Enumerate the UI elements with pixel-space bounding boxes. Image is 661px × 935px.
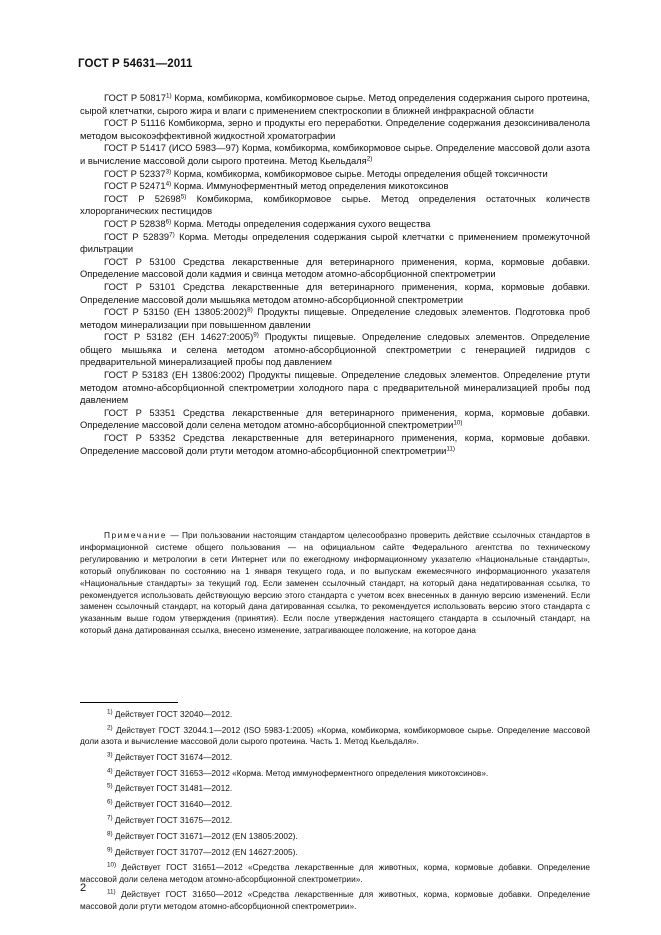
footnote: $^{7)}$ Действует ГОСТ 31675—2012.: [107, 814, 233, 825]
footnote: $^{6)}$ Действует ГОСТ 31640—2012.: [107, 798, 233, 810]
footnote: $^{2)}$ Действует ГОСТ 32044.1—2012 (ISO 5983-1:2005) «Корма, комбикорма, комбикормовое сырье. Определение массовой доли азота и вычисление массовой доли сырого протеина. Часть 1. Метод Кьельдаля».: [80, 724, 590, 746]
reference-item: ГОСТ Р 53351 Средства лекарственные для ветеринарного применения, корма, кормовые добавки. Определение массовой доли селена методом атомно-абсорбционной спектрометрии$^{10)}$: [80, 406, 590, 431]
footnote-ref: 5): [180, 193, 187, 201]
footnote-ref: 9): [253, 331, 259, 339]
reference-item: ГОСТ Р 53352 Средства лекарственные для ветеринарного применения, корма, кормовые добавки. Определение массовой доли ртути методом атомно-абсорбционной спектрометрии$^{11)}$: [80, 432, 590, 456]
footnote-ref: 7): [169, 230, 175, 238]
note-text: — При пользовании настоящим стандартом целесообразно проверить действие ссылочных стандартов в информационной системе общего пользования — на официальном сайте Федерального агентства по техническому регулированию и метрологии в сети Интернет или по ежегодному информационному указателю «Национальные стандарты», который опубликован по состоянию на 1 января текущего года, и по выпускам ежемесячного информационного указателя «Национальные стандарты» за текущий год. Если заменен ссылочный стандарт, на который дана недатированная ссылка, то рекомендуется использовать действующую версию этого стандарта с учетом всех внесенных в данную версию изменений. Если заменен ссылочный стандарт, на который дана датированная ссылка, то рекомендуется использовать версию этого стандарта с указанным выше годом утверждения (принятия). Если после утверждения настоящего стандарта в ссылочный стандарт, на который дана датированная ссылка, внесено изменение, затрагивающее положение, на которое дана: [80, 530, 590, 636]
reference-item: ГОСТ Р 52698$^{5)}$ Комбикорма, комбикормовое сырье. Метод определения остаточных количеств хлорорганических пестицидов: [80, 192, 590, 217]
footnote-ref: 8): [247, 306, 253, 314]
footnote-separator: [80, 702, 178, 703]
reference-item: ГОСТ Р 53100 Средства лекарственные для ветеринарного применения, корма, кормовые добавки. Определение массовой доли кадмия и свинца методом атомно-абсорбционной спектрометрии: [80, 255, 590, 280]
footnote: $^{5)}$ Действует ГОСТ 31481—2012.: [107, 782, 233, 794]
reference-item: ГОСТ Р 53101 Средства лекарственные для ветеринарного применения, корма, кормовые добавки. Определение массовой доли мышьяка методом атомно-абсорбционной спектрометрии: [80, 280, 590, 305]
footnote: $^{10)}$ Действует ГОСТ 31651—2012 «Средства лекарственные для животных, корма, кормовые добавки. Определение массовой доли селена методом атомно-абсорбционной спектрометрии».: [80, 861, 590, 884]
footnote-ref: 11): [446, 445, 456, 453]
note-paragraph: [80, 530, 590, 637]
footnotes: [80, 709, 590, 916]
reference-item: ГОСТ Р 53183 (ЕН 13806:2002) Продукты пищевые. Определение следовых элементов. Определение ртути методом атомно-абсорбционной спектрометрии холодного пара с предварительной минерализацией пробы под давлением: [80, 369, 590, 406]
footnote-ref: 1): [165, 92, 172, 100]
footnote: $^{4)}$ Действует ГОСТ 31653—2012 «Корма. Метод иммуноферментного определения микотоксинов».: [107, 767, 489, 778]
footnote: $^{8)}$ Действует ГОСТ 31671—2012 (EN 13805:2002).: [107, 830, 298, 841]
reference-item: ГОСТ Р 51417 (ИСО 5983—97) Корма, комбикорма, комбикормовое сырье. Определение массовой доли азота и вычисление массовой доли сырого протеина. Метод Кьельдаля$^{2)}$: [80, 142, 590, 166]
reference-item: ГОСТ Р 53182 (ЕН 14627:2005)$^{9)}$ Продукты пищевые. Определение следовых элементов. Определение общего мышьяка и селена методом атомно-абсорбционной спектрометрии с генерацией гидридов с предварительной минерализацией пробы под давлением: [80, 331, 590, 368]
reference-item: ГОСТ Р 53150 (ЕН 13805:2002)$^{8)}$ Продукты пищевые. Определение следовых элементов. Подготовка проб методом минерализации при повышенном давлении: [80, 306, 590, 330]
document-header: ГОСТ Р 54631—2011: [78, 58, 193, 70]
reference-item: ГОСТ Р 52838$^{6)}$ Корма. Методы определения содержания сухого вещества: [104, 217, 431, 229]
footnote: $^{1)}$ Действует ГОСТ 32040—2012.: [107, 708, 233, 719]
footnote: $^{11)}$ Действует ГОСТ 31650—2012 «Средства лекарственные для животных, корма, кормовые добавки. Определение массовой доли ртути методом атомно-абсорбционной спектрометрии».: [80, 888, 590, 911]
reference-item: ГОСТ Р 50817$^{1)}$ Корма, комбикорма, комбикормовое сырье. Метод определения содержания сырого протеина, сырой клетчатки, сырого жира и влаги с применением спектроскопии в ближней инфракрасной области: [80, 92, 590, 116]
page-number: 2: [80, 882, 87, 894]
reference-list: [80, 92, 590, 457]
reference-item: ГОСТ Р 52839$^{7)}$ Корма. Методы определения содержания сырой клетчатки с применением промежуточной фильтрации: [80, 230, 590, 255]
reference-item: ГОСТ Р 51116 Комбикорма, зерно и продукты его переработки. Определение содержания дезоксиниваленола методом высокоэффективной жидкостной хроматографии: [80, 117, 590, 141]
footnote-ref: 10): [453, 419, 463, 427]
footnote: $^{3)}$ Действует ГОСТ 31674—2012.: [107, 751, 233, 762]
reference-item: ГОСТ Р 52337$^{3)}$ Корма, комбикорма, комбикормовое сырье. Методы определения общей токсичности: [104, 167, 548, 179]
reference-item: ГОСТ Р 52471$^{4)}$ Корма. Иммуноферментный метод определения микотоксинов: [104, 180, 449, 192]
footnote-ref: 6): [165, 218, 172, 226]
footnote-ref: 3): [165, 167, 172, 175]
footnote-ref: 4): [165, 180, 172, 188]
footnote: $^{9)}$ Действует ГОСТ 31707—2012 (EN 14627:2005).: [107, 845, 298, 857]
footnote-ref: 2): [366, 155, 373, 163]
note-lead: Примечание: [104, 530, 168, 540]
